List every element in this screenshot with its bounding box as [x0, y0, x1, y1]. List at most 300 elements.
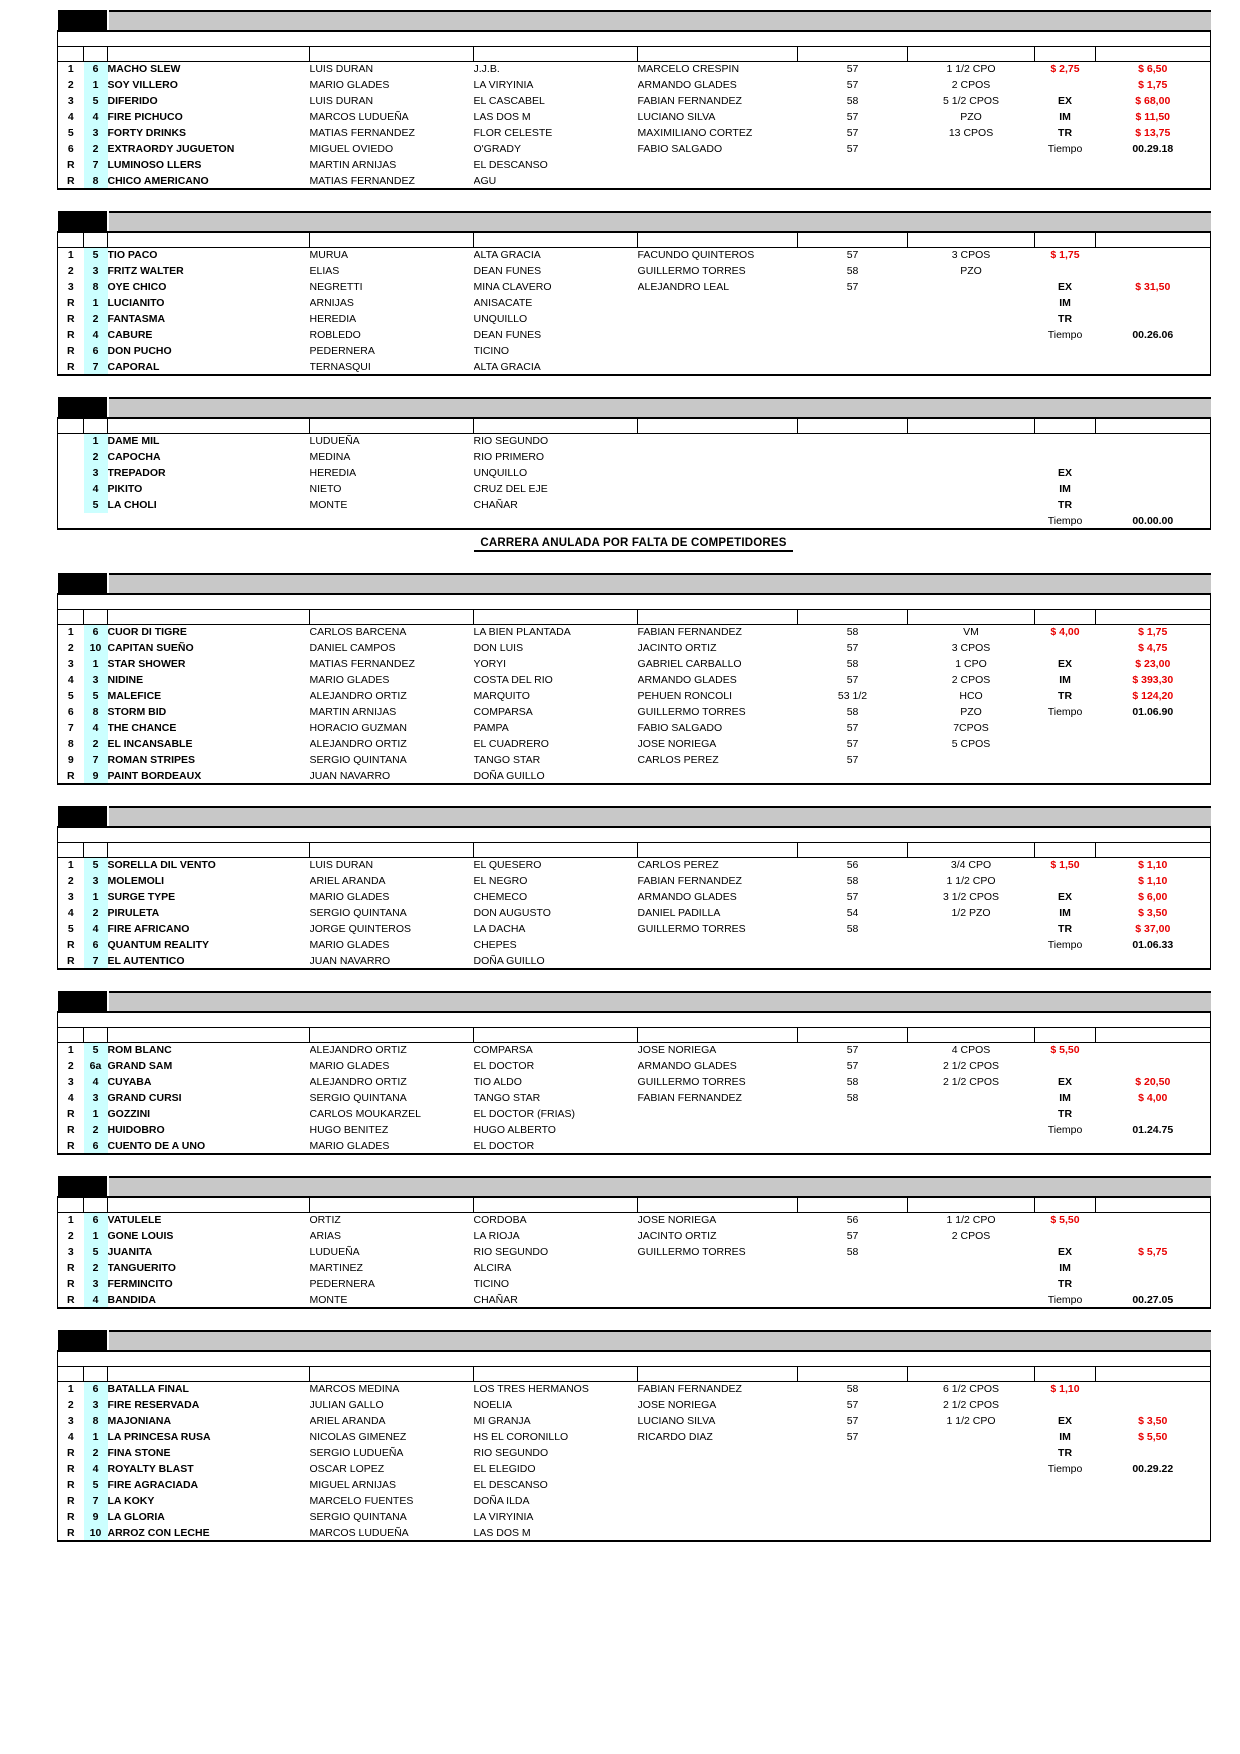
trainer-cell-text: MARCOS MEDINA	[309, 1383, 400, 1396]
position-cell-text: 9	[67, 754, 74, 766]
horse-number-cell-text: 3	[92, 265, 99, 277]
column-header	[474, 418, 638, 433]
horse-number-cell	[84, 279, 108, 295]
place-dividend-cell	[1096, 1106, 1211, 1122]
horse-number-cell-text: 2	[92, 1447, 99, 1459]
place-dividend-cell-text: $ 5,75	[1138, 1246, 1168, 1258]
jockey-cell	[638, 93, 798, 109]
result-row	[58, 157, 1211, 173]
win-dividend-cell	[1035, 263, 1096, 279]
column-header	[310, 609, 474, 624]
distance-margin-cell-text: 2 CPOS	[951, 1230, 991, 1242]
trainer-cell	[310, 93, 474, 109]
stud-cell-text: TIO ALDO	[473, 1076, 522, 1088]
horse-number-cell-text: 5	[92, 499, 99, 511]
stud-cell-text: YORYI	[473, 658, 506, 670]
trainer-cell-text: MATIAS FERNANDEZ	[309, 658, 415, 670]
win-dividend-cell-text: TR	[1058, 1278, 1073, 1290]
distance-margin-cell	[908, 1122, 1035, 1138]
win-dividend-cell	[1035, 1138, 1096, 1154]
jockey-cell	[638, 311, 798, 327]
place-dividend-cell-text: $ 6,50	[1138, 63, 1168, 76]
horse-name-cell	[108, 720, 310, 736]
trainer-cell	[310, 327, 474, 343]
trainer-cell	[310, 1525, 474, 1541]
column-header	[474, 46, 638, 61]
trainer-cell	[310, 343, 474, 359]
win-dividend-cell	[1035, 1244, 1096, 1260]
column-header	[58, 46, 84, 61]
column-header	[908, 1027, 1035, 1042]
horse-number-cell-text: 9	[92, 1511, 99, 1523]
position-cell	[58, 768, 84, 784]
horse-number-cell	[84, 247, 108, 263]
weight-cell-text: 57	[846, 1230, 859, 1242]
horse-name-cell-text: FERMINCITO	[107, 1278, 173, 1290]
column-header	[108, 46, 310, 61]
horse-number-cell	[84, 752, 108, 768]
horse-name-cell	[108, 125, 310, 141]
position-cell	[58, 1445, 84, 1461]
trainer-cell	[310, 433, 474, 449]
trainer-cell-text: SERGIO QUINTANA	[309, 1092, 407, 1104]
win-dividend-cell	[1035, 921, 1096, 937]
column-header	[58, 1366, 84, 1381]
race-header-bar	[58, 11, 1211, 31]
jockey-cell	[638, 513, 798, 529]
position-cell	[58, 752, 84, 768]
distance-margin-cell-text: 5 1/2 CPOS	[943, 95, 1000, 107]
horse-name-cell	[108, 93, 310, 109]
position-cell	[58, 1260, 84, 1276]
win-dividend-cell	[1035, 77, 1096, 93]
result-row	[58, 1292, 1211, 1308]
race-number	[58, 11, 108, 31]
column-header	[1096, 418, 1211, 433]
horse-number-cell-text: 7	[92, 159, 99, 171]
jockey-cell	[638, 1058, 798, 1074]
horse-name-cell	[108, 77, 310, 93]
dividendos-label	[1035, 574, 1211, 594]
win-dividend-cell-text: Tiempo	[1047, 706, 1083, 718]
race-type-label	[638, 11, 798, 31]
distance-margin-cell-text: 1 1/2 CPO	[946, 1415, 996, 1427]
jockey-cell	[638, 1397, 798, 1413]
horse-number-cell	[84, 889, 108, 905]
weight-cell	[798, 77, 908, 93]
race-time	[798, 1331, 908, 1351]
stud-cell	[474, 141, 638, 157]
horse-name-cell	[108, 1429, 310, 1445]
stud-cell	[474, 1445, 638, 1461]
weight-cell	[798, 1228, 908, 1244]
place-dividend-cell	[1096, 889, 1211, 905]
column-header	[84, 1366, 108, 1381]
weight-cell-text: 57	[846, 1415, 859, 1427]
result-row	[58, 768, 1211, 784]
place-dividend-cell	[1096, 857, 1211, 873]
horse-number-cell-text: 5	[92, 249, 99, 262]
position-cell-text: R	[66, 1124, 75, 1136]
weight-cell	[798, 905, 908, 921]
horse-name-cell	[108, 1042, 310, 1058]
trainer-cell-text: MARIO GLADES	[309, 674, 390, 686]
win-dividend-cell	[1035, 1228, 1096, 1244]
column-header	[638, 609, 798, 624]
weight-cell-text: 57	[846, 738, 859, 750]
race-section	[57, 573, 1210, 785]
weight-cell	[798, 672, 908, 688]
result-row	[58, 247, 1211, 263]
jockey-cell-text: FABIO SALGADO	[637, 722, 723, 734]
jockey-cell	[638, 1042, 798, 1058]
result-row	[58, 1042, 1211, 1058]
jockey-cell	[638, 921, 798, 937]
trainer-cell-text: SERGIO QUINTANA	[309, 1511, 407, 1523]
stud-cell-text: UNQUILLO	[473, 313, 528, 325]
position-cell-text: 5	[67, 127, 74, 139]
win-dividend-cell	[1035, 311, 1096, 327]
column-header	[58, 1027, 84, 1042]
distance-margin-cell	[908, 736, 1035, 752]
place-dividend-cell	[1096, 1292, 1211, 1308]
position-cell-text: R	[66, 769, 75, 782]
result-row	[58, 343, 1211, 359]
horse-name-cell-text: OYE CHICO	[107, 281, 167, 293]
jockey-cell	[638, 953, 798, 969]
win-dividend-cell-text: IM	[1059, 297, 1071, 309]
win-dividend-cell	[1035, 327, 1096, 343]
win-dividend-cell	[1035, 1292, 1096, 1308]
trainer-cell-text: ARIAS	[309, 1230, 342, 1242]
horse-name-cell	[108, 736, 310, 752]
position-cell	[58, 873, 84, 889]
race-table	[57, 397, 1211, 530]
horse-name-cell-text: SOY VILLERO	[107, 79, 178, 91]
jockey-cell-text: JOSE NORIEGA	[637, 1214, 717, 1227]
position-cell-text: 5	[67, 690, 74, 702]
horse-number-cell-text: 7	[92, 754, 99, 766]
column-header	[908, 842, 1035, 857]
stud-cell-text: TANGO STAR	[473, 754, 541, 766]
place-dividend-cell	[1096, 173, 1211, 189]
weight-cell	[798, 953, 908, 969]
jockey-cell-text: JOSE NORIEGA	[637, 738, 717, 750]
races-container	[57, 10, 1210, 1563]
jockey-cell-text: MAXIMILIANO CORTEZ	[637, 127, 753, 139]
trainer-cell-text: ELIAS	[309, 265, 340, 277]
trainer-cell	[310, 1292, 474, 1308]
result-row	[58, 937, 1211, 953]
stud-cell-text: LA VIRYINIA	[473, 1511, 534, 1523]
win-dividend-cell	[1035, 1074, 1096, 1090]
column-header	[798, 1366, 908, 1381]
win-dividend-cell	[1035, 1042, 1096, 1058]
jockey-cell-text: GUILLERMO TORRES	[637, 923, 746, 935]
win-dividend-cell-text: TR	[1058, 1108, 1073, 1120]
stud-cell	[474, 1058, 638, 1074]
horse-name-cell	[108, 921, 310, 937]
win-dividend-cell	[1035, 1090, 1096, 1106]
win-dividend-cell	[1035, 1493, 1096, 1509]
position-cell	[58, 1228, 84, 1244]
column-header	[1096, 232, 1211, 247]
place-dividend-cell	[1096, 672, 1211, 688]
result-row	[58, 295, 1211, 311]
column-header	[84, 1197, 108, 1212]
stud-cell	[474, 433, 638, 449]
horse-number-cell	[84, 624, 108, 640]
position-cell	[58, 77, 84, 93]
horse-name-cell	[108, 1122, 310, 1138]
stud-cell-text: HS EL CORONILLO	[473, 1431, 569, 1443]
win-dividend-cell-text: $ 5,50	[1050, 1044, 1080, 1057]
trainer-cell	[310, 1260, 474, 1276]
column-header	[638, 1027, 798, 1042]
distance-margin-cell-text: 4 CPOS	[951, 1044, 991, 1057]
jockey-cell	[638, 704, 798, 720]
horse-number-cell-text: 5	[92, 1246, 99, 1258]
column-header	[108, 232, 310, 247]
horse-number-cell	[84, 465, 108, 481]
win-dividend-cell	[1035, 640, 1096, 656]
column-header	[474, 609, 638, 624]
column-header	[638, 46, 798, 61]
distance-margin-cell-text: 1 CPO	[955, 658, 987, 670]
weight-cell	[798, 1074, 908, 1090]
horse-number-cell-text: 6	[92, 939, 99, 951]
stud-cell	[474, 109, 638, 125]
position-cell-text: 3	[67, 95, 74, 107]
column-header	[108, 1197, 310, 1212]
horse-number-cell-text: 4	[92, 329, 99, 341]
column-header	[1035, 842, 1096, 857]
position-cell	[58, 311, 84, 327]
weight-cell	[798, 624, 908, 640]
place-dividend-cell-text: $ 3,50	[1138, 1415, 1168, 1427]
horse-number-cell	[84, 1090, 108, 1106]
race-title	[108, 11, 638, 31]
weight-cell	[798, 279, 908, 295]
column-header	[908, 232, 1035, 247]
horse-number-cell-text: 10	[89, 1526, 102, 1539]
win-dividend-cell-text: EX	[1058, 95, 1073, 107]
weight-cell	[798, 1106, 908, 1122]
horse-number-cell	[84, 1276, 108, 1292]
horse-number-cell-text: 2	[92, 1262, 99, 1274]
jockey-cell-text: LUCIANO SILVA	[637, 1415, 716, 1427]
horse-number-cell	[84, 656, 108, 672]
distance-margin-cell	[908, 1461, 1035, 1477]
trainer-cell-text: CARLOS BARCENA	[309, 626, 407, 639]
position-cell	[58, 1276, 84, 1292]
position-cell-text: R	[66, 1278, 75, 1290]
horse-name-cell-text: FIRE AGRACIADA	[107, 1479, 199, 1491]
column-header	[798, 1027, 908, 1042]
position-cell-text: 2	[67, 79, 74, 91]
jockey-cell	[638, 720, 798, 736]
stud-cell-text: PAMPA	[473, 722, 509, 734]
horse-name-cell	[108, 1445, 310, 1461]
result-row	[58, 1074, 1211, 1090]
result-row	[58, 672, 1211, 688]
stud-cell	[474, 497, 638, 513]
distance-margin-cell	[908, 1138, 1035, 1154]
win-dividend-cell-text: IM	[1059, 907, 1071, 919]
place-dividend-cell	[1096, 109, 1211, 125]
horse-number-cell	[84, 359, 108, 375]
horse-name-cell-text: CAPITAN SUEÑO	[107, 642, 194, 654]
weight-cell	[798, 311, 908, 327]
horse-number-cell	[84, 343, 108, 359]
position-cell-text: R	[66, 1108, 75, 1120]
horse-number-cell-text: 1	[92, 1431, 99, 1443]
horse-name-cell-text: LUMINOSO LLERS	[107, 159, 202, 171]
trainer-cell-text: NEGRETTI	[309, 281, 363, 293]
stud-cell	[474, 173, 638, 189]
horse-number-cell-text: 4	[92, 1463, 99, 1475]
horse-number-cell-text: 4	[92, 483, 99, 495]
trainer-cell-text: ALEJANDRO ORTIZ	[309, 1044, 407, 1057]
trainer-cell-text: SERGIO QUINTANA	[309, 907, 407, 919]
distance-margin-cell	[908, 77, 1035, 93]
race-type-label	[638, 807, 798, 827]
horse-name-cell-text: FRITZ WALTER	[107, 265, 184, 277]
position-cell-text: R	[66, 345, 75, 357]
horse-number-cell	[84, 157, 108, 173]
horse-number-cell-text: 3	[92, 1092, 99, 1104]
stud-cell	[474, 279, 638, 295]
result-row	[58, 359, 1211, 375]
place-dividend-cell-text: 01.24.75	[1132, 1124, 1174, 1136]
position-cell-text: 4	[67, 907, 74, 919]
horse-name-cell-text: EL AUTENTICO	[107, 954, 185, 967]
column-header	[474, 1366, 638, 1381]
stud-cell	[474, 704, 638, 720]
horse-number-cell	[84, 1138, 108, 1154]
result-row	[58, 433, 1211, 449]
stud-cell-text: DOÑA GUILLO	[473, 954, 545, 967]
trainer-cell-text: MATIAS FERNANDEZ	[309, 127, 415, 139]
place-dividend-cell	[1096, 263, 1211, 279]
horse-number-cell	[84, 1106, 108, 1122]
win-dividend-cell	[1035, 141, 1096, 157]
trainer-cell	[310, 279, 474, 295]
weight-cell-text: 58	[846, 95, 859, 107]
distance-margin-cell	[908, 93, 1035, 109]
race-header-bar	[58, 992, 1211, 1012]
place-dividend-cell	[1096, 873, 1211, 889]
result-row	[58, 752, 1211, 768]
race-note-container	[57, 533, 1210, 552]
horse-name-cell-text: FINA STONE	[107, 1447, 171, 1459]
weight-cell	[798, 1260, 908, 1276]
horse-number-cell	[84, 857, 108, 873]
stud-cell	[474, 157, 638, 173]
place-dividend-cell	[1096, 656, 1211, 672]
weight-cell	[798, 1381, 908, 1397]
jockey-cell	[638, 465, 798, 481]
horse-name-cell-text: SORELLA DIL VENTO	[107, 859, 216, 872]
win-dividend-cell-text: Tiempo	[1047, 1124, 1083, 1136]
position-cell	[58, 497, 84, 513]
horse-number-cell	[84, 433, 108, 449]
race-distance	[908, 992, 1035, 1012]
weight-cell-text: 56	[846, 1214, 859, 1227]
weight-cell-text: 58	[846, 1246, 859, 1258]
stud-cell	[474, 1397, 638, 1413]
win-dividend-cell	[1035, 720, 1096, 736]
distance-margin-cell-text: 1 1/2 CPO	[946, 875, 996, 887]
horse-number-cell	[84, 720, 108, 736]
distance-margin-cell	[908, 247, 1035, 263]
distance-margin-cell	[908, 1276, 1035, 1292]
horse-number-cell-text: 2	[92, 907, 99, 919]
trainer-cell	[310, 672, 474, 688]
stud-cell-text: RIO PRIMERO	[473, 451, 545, 463]
horse-number-cell	[84, 704, 108, 720]
place-dividend-cell-text: $ 4,75	[1138, 642, 1168, 654]
stud-cell-text: UNQUILLO	[473, 467, 528, 479]
place-dividend-cell	[1096, 327, 1211, 343]
race-distance	[908, 11, 1035, 31]
column-header	[638, 232, 798, 247]
horse-name-cell	[108, 905, 310, 921]
horse-name-cell	[108, 656, 310, 672]
place-dividend-cell-text: 00.26.06	[1132, 329, 1174, 341]
jockey-cell-text: DANIEL PADILLA	[637, 907, 721, 919]
distance-margin-cell-text: PZO	[960, 111, 982, 123]
position-cell	[58, 704, 84, 720]
stud-cell-text: EL CUADRERO	[473, 738, 549, 750]
win-dividend-cell	[1035, 295, 1096, 311]
position-cell	[58, 247, 84, 263]
trainer-cell	[310, 1429, 474, 1445]
horse-number-cell-text: 8	[92, 174, 99, 187]
column-header	[84, 609, 108, 624]
trainer-cell-text: MARTINEZ	[309, 1262, 363, 1274]
trainer-cell	[310, 768, 474, 784]
horse-name-cell	[108, 1493, 310, 1509]
distance-margin-cell-text: 3/4 CPO	[950, 859, 992, 872]
jockey-cell-text: FABIAN FERNANDEZ	[637, 1383, 742, 1396]
horse-name-cell	[108, 247, 310, 263]
horse-name-cell-text: TREPADOR	[107, 467, 166, 479]
result-row	[58, 1461, 1211, 1477]
horse-name-cell	[108, 1244, 310, 1260]
result-row	[58, 1122, 1211, 1138]
stud-cell-text: ALCIRA	[473, 1262, 512, 1274]
weight-cell	[798, 93, 908, 109]
stud-cell	[474, 449, 638, 465]
horse-name-cell-text: LA GLORIA	[107, 1511, 165, 1523]
place-dividend-cell-text: $ 23,00	[1135, 658, 1171, 670]
horse-name-cell	[108, 513, 310, 529]
position-cell	[58, 359, 84, 375]
win-dividend-cell	[1035, 1106, 1096, 1122]
stud-cell-text: CHAÑAR	[473, 1293, 518, 1306]
place-dividend-cell-text: $ 20,50	[1135, 1076, 1171, 1088]
distance-margin-cell	[908, 1292, 1035, 1308]
jockey-cell	[638, 1509, 798, 1525]
stud-cell	[474, 1042, 638, 1058]
result-row	[58, 873, 1211, 889]
horse-number-cell-text: 6	[92, 63, 99, 76]
stud-cell-text: EL QUESERO	[473, 859, 542, 872]
horse-name-cell-text: ROM BLANC	[107, 1044, 172, 1057]
position-cell	[58, 1138, 84, 1154]
stud-cell	[474, 1493, 638, 1509]
